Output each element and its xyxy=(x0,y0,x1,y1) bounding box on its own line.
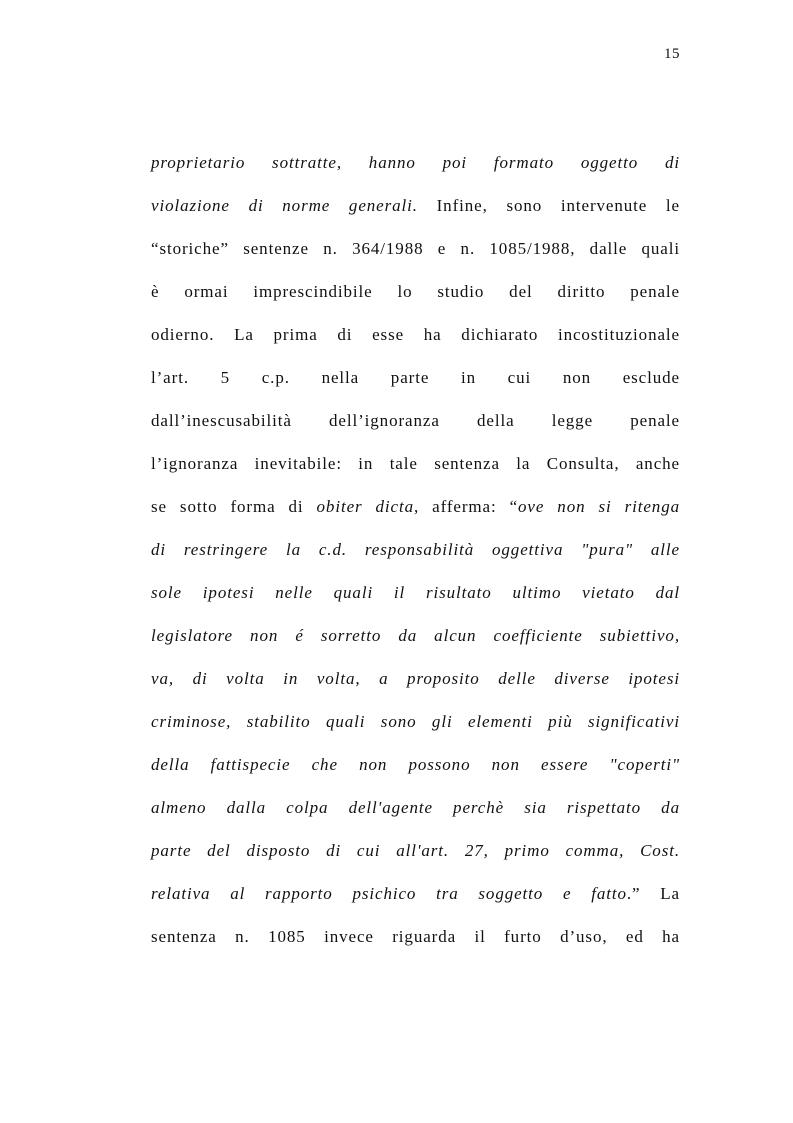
italic-text: relativa al rapporto psichico tra soggetto e fatto xyxy=(151,884,627,903)
text-segment: “storiche” sentenze n. 364/1988 e n. 1085/1988, dalle quali xyxy=(151,239,680,258)
text-line xyxy=(151,700,680,743)
text-line xyxy=(151,356,680,399)
italic-text: criminose, stabilito quali sono gli elementi più significativi xyxy=(151,712,680,731)
text-segment: .” La xyxy=(626,884,680,903)
text-line xyxy=(151,485,680,528)
text-line xyxy=(151,528,680,571)
text-line xyxy=(151,657,680,700)
italic-text: violazione di norme generali. xyxy=(151,196,418,215)
text-segment: l’ignoranza inevitabile: in tale sentenza la Consulta, anche xyxy=(151,454,680,473)
text-line xyxy=(151,614,680,657)
text-line xyxy=(151,313,680,356)
text-line xyxy=(151,270,680,313)
italic-text: ove non si ritenga xyxy=(518,497,680,516)
text-segment: l’art. 5 c.p. nella parte in cui non esclude xyxy=(151,368,680,387)
text-segment: , afferma: “ xyxy=(414,497,519,516)
page-number: 15 xyxy=(664,46,680,62)
text-segment: è ormai imprescindibile lo studio del diritto penale xyxy=(151,282,680,301)
text-line xyxy=(151,184,680,227)
italic-text: legislatore non é sorretto da alcun coefficiente subiettivo, xyxy=(151,626,680,645)
text-segment: Infine, sono intervenute le xyxy=(417,196,680,215)
body-text xyxy=(151,141,680,958)
text-segment: sentenza n. 1085 invece riguarda il furto d’uso, ed ha xyxy=(151,927,680,946)
text-line xyxy=(151,915,680,958)
italic-text: va, di volta in volta, a proposito delle diverse ipotesi xyxy=(151,669,680,688)
italic-text: proprietario sottratte, hanno poi formato oggetto di xyxy=(151,153,680,172)
italic-text: parte del disposto di cui all'art. 27, primo comma, Cost. xyxy=(151,841,680,860)
italic-text: obiter dicta xyxy=(316,497,415,516)
text-line xyxy=(151,141,680,184)
text-segment: odierno. La prima di esse ha dichiarato incostituzionale xyxy=(151,325,680,344)
text-line xyxy=(151,442,680,485)
text-line xyxy=(151,571,680,614)
text-line xyxy=(151,743,680,786)
text-line xyxy=(151,227,680,270)
text-line xyxy=(151,872,680,915)
italic-text: almeno dalla colpa dell'agente perchè sia rispettato da xyxy=(151,798,680,817)
text-line xyxy=(151,829,680,872)
italic-text: sole ipotesi nelle quali il risultato ultimo vietato dal xyxy=(151,583,680,602)
italic-text: della fattispecie che non possono non essere "coperti" xyxy=(151,755,680,774)
text-segment: se sotto forma di xyxy=(151,497,317,516)
text-line xyxy=(151,399,680,442)
text-segment: dall’inescusabilità dell’ignoranza della legge penale xyxy=(151,411,680,430)
text-line xyxy=(151,786,680,829)
italic-text: di restringere la c.d. responsabilità oggettiva "pura" alle xyxy=(151,540,680,559)
